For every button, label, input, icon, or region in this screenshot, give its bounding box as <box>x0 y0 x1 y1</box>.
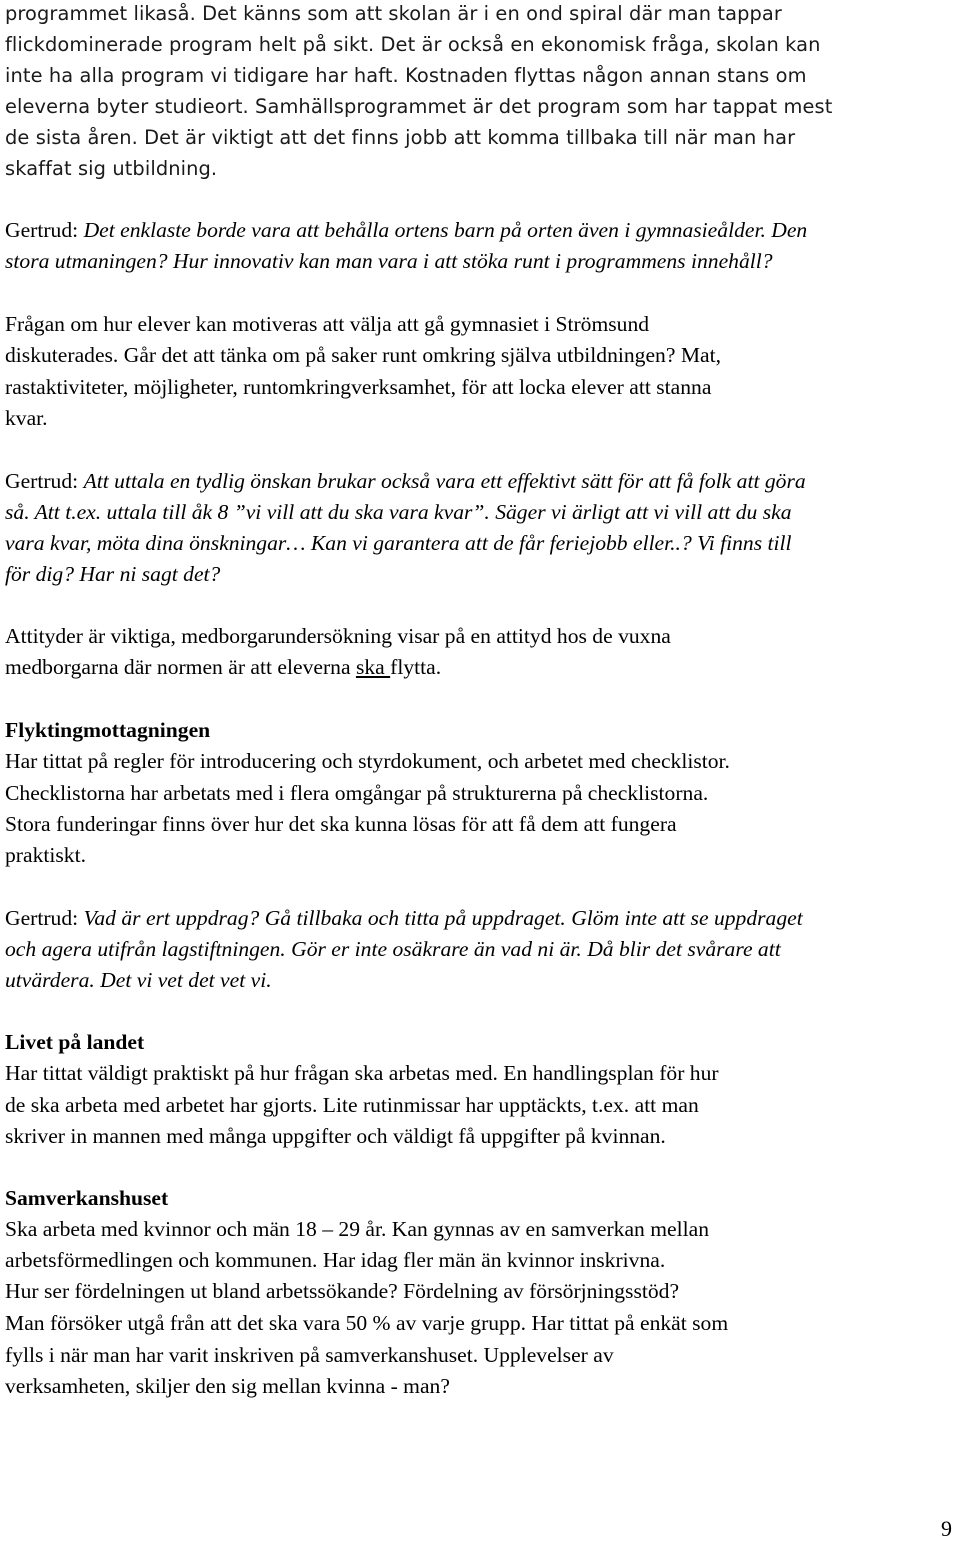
section-heading: Livet på landet <box>5 1030 145 1054</box>
gertrud-comment-line: så. Att t.ex. uttala till åk 8 ”vi vill att du ska vara kvar”. Säger vi ärligt att vi vill att du ska <box>5 500 792 524</box>
paragraph-line: Ska arbeta med kvinnor och män 18 – 29 år. Kan gynnas av en samverkan mellan <box>5 1217 709 1241</box>
speaker-label: Gertrud: <box>5 469 84 493</box>
paragraph-line: verksamheten, skiljer den sig mellan kvinna - man? <box>5 1374 450 1398</box>
comment-text: Att uttala en tydlig önskan brukar också vara ett effektivt sätt för att få folk att göra <box>83 469 806 493</box>
gertrud-comment-line <box>5 215 807 246</box>
line-text: medborgarna där normen är att eleverna <box>5 655 356 679</box>
paragraph-line: Attityder är viktiga, medborgarundersökning visar på en attityd hos de vuxna <box>5 624 671 648</box>
paragraph-line: skaffat sig utbildning. <box>5 157 218 180</box>
paragraph-line: flickdominerade program helt på sikt. Det är också en ekonomisk fråga, skolan kan <box>5 33 821 56</box>
gertrud-comment-line: vara kvar, möta dina önskningar… Kan vi garantera att de får feriejobb eller..? Vi finns till <box>5 531 792 555</box>
paragraph-line <box>5 652 441 683</box>
gertrud-comment-line: för dig? Har ni sagt det? <box>5 562 221 586</box>
paragraph-line: Frågan om hur elever kan motiveras att välja att gå gymnasiet i Strömsund <box>5 312 650 336</box>
comment-text: Det enklaste borde vara att behålla ortens barn på orten även i gymnasieålder. Den <box>83 218 808 242</box>
paragraph-line: Checklistorna har arbetats med i flera omgångar på strukturerna på checklistorna. <box>5 781 709 805</box>
gertrud-comment-line <box>5 466 806 497</box>
speaker-label: Gertrud: <box>5 218 84 242</box>
paragraph-line: programmet likaså. Det känns som att skolan är i en ond spiral där man tappar <box>5 2 782 25</box>
paragraph-line: Hur ser fördelningen ut bland arbetssökande? Fördelning av försörjningsstöd? <box>5 1279 680 1303</box>
gertrud-comment-line: stora utmaningen? Hur innovativ kan man vara i att stöka runt i programmens innehåll? <box>5 249 773 273</box>
paragraph-line: Har tittat väldigt praktiskt på hur frågan ska arbetas med. En handlingsplan för hur <box>5 1061 719 1085</box>
page-number: 9 <box>941 1516 952 1541</box>
line-text: flytta. <box>390 655 442 679</box>
paragraph-line: praktiskt. <box>5 843 86 867</box>
paragraph-line: rastaktiviteter, möjligheter, runtomkringverksamhet, för att locka elever att stanna <box>5 375 712 399</box>
comment-text: Vad är ert uppdrag? Gå tillbaka och titta på uppdraget. Glöm inte att se uppdraget <box>83 906 803 930</box>
section-heading: Flyktingmottagningen <box>5 718 211 742</box>
paragraph-line: Stora funderingar finns över hur det ska kunna lösas för att få dem att fungera <box>5 812 677 836</box>
paragraph-line: fylls i när man har varit inskriven på samverkanshuset. Upplevelser av <box>5 1343 614 1367</box>
paragraph-line: Har tittat på regler för introducering och styrdokument, och arbetet med checklistor. <box>5 749 730 773</box>
gertrud-comment-line: och agera utifrån lagstiftningen. Gör er inte osäkrare än vad ni är. Då blir det svårare att <box>5 937 781 961</box>
section-heading: Samverkanshuset <box>5 1186 169 1210</box>
paragraph-line: eleverna byter studieort. Samhällsprogrammet är det program som har tappat mest <box>5 95 833 118</box>
paragraph-line: arbetsförmedlingen och kommunen. Har idag fler män än kvinnor inskrivna. <box>5 1248 666 1272</box>
paragraph-line: skriver in mannen med många uppgifter och väldigt få uppgifter på kvinnan. <box>5 1124 666 1148</box>
paragraph-line: de ska arbeta med arbetet har gjorts. Lite rutinmissar har upptäckts, t.ex. att man <box>5 1093 699 1117</box>
paragraph-line: diskuterades. Går det att tänka om på saker runt omkring själva utbildningen? Mat, <box>5 343 721 367</box>
speaker-label: Gertrud: <box>5 906 84 930</box>
gertrud-comment-line: utvärdera. Det vi vet det vet vi. <box>5 968 272 992</box>
paragraph-line: inte ha alla program vi tidigare har haft. Kostnaden flyttas någon annan stans om <box>5 64 807 87</box>
paragraph-line: de sista åren. Det är viktigt att det finns jobb att komma tillbaka till när man har <box>5 126 796 149</box>
paragraph-line: Man försöker utgå från att det ska vara 50 % av varje grupp. Har tittat på enkät som <box>5 1311 729 1335</box>
paragraph-line: kvar. <box>5 406 48 430</box>
underlined-word: ska <box>355 655 391 679</box>
gertrud-comment-line <box>5 903 803 934</box>
